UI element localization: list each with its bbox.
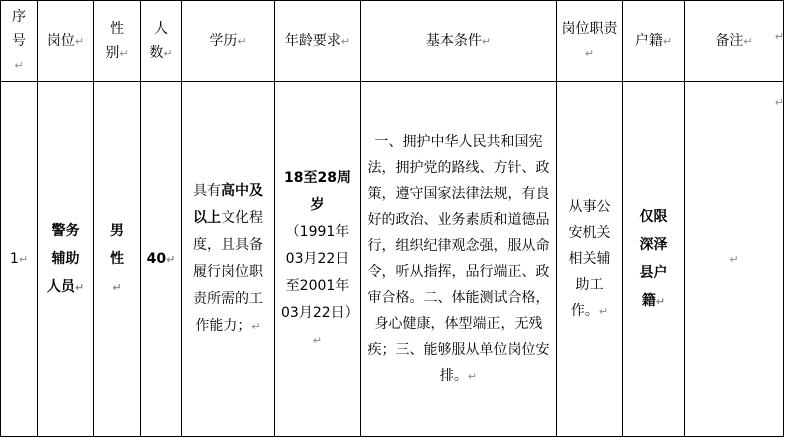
header-conditions: 基本条件↵ — [361, 1, 557, 82]
header-hukou: 户籍↵ — [623, 1, 685, 82]
cell-seq: 1↵ — [1, 82, 38, 437]
cell-conditions: 一、拥护中华人民共和国宪法，拥护党的路线、方针、政策，遵守国家法律法规，有良好的政治、业务素质和道德品行，组织纪律观念强，服从命令，听从指挥，品行端正、政审合格。二、体能测试合格，身心健康，体型端正，无残疾；三、能够服从单位岗位安排。↵ — [361, 82, 557, 437]
header-education: 学历↵ — [182, 1, 275, 82]
cell-duties: 从事公安机关相关辅助工作。↵ — [557, 82, 623, 437]
cell-education: 具有高中及以上文化程度，且具备履行岗位职责所需的工作能力；↵ — [182, 82, 275, 437]
header-count: 人数↵ — [141, 1, 182, 82]
cell-count: 40↵ — [141, 82, 182, 437]
header-gender: 性别↵ — [94, 1, 141, 82]
header-age: 年龄要求↵ — [275, 1, 361, 82]
header-position: 岗位↵ — [38, 1, 94, 82]
cell-gender: 男性↵ — [94, 82, 141, 437]
table-row — [1, 82, 784, 437]
header-duties: 岗位职责↵ — [557, 1, 623, 82]
cell-position: 警务辅助人员↵ — [38, 82, 94, 437]
header-remarks: 备注↵ — [685, 1, 784, 82]
row-end-mark: ↵ — [774, 96, 784, 109]
cell-age — [275, 82, 361, 437]
header-seq: 序号↵ — [1, 1, 38, 82]
cell-remarks: ↵ — [685, 82, 784, 437]
age-range: 18至28周岁 — [284, 169, 351, 213]
cell-hukou: 仅限深泽县户籍↵ — [623, 82, 685, 437]
row-end-mark: ↵ — [774, 30, 784, 43]
age-dates: （1991年03月22日至2001年03月22日）↵ — [281, 223, 359, 347]
header-row — [1, 1, 784, 82]
